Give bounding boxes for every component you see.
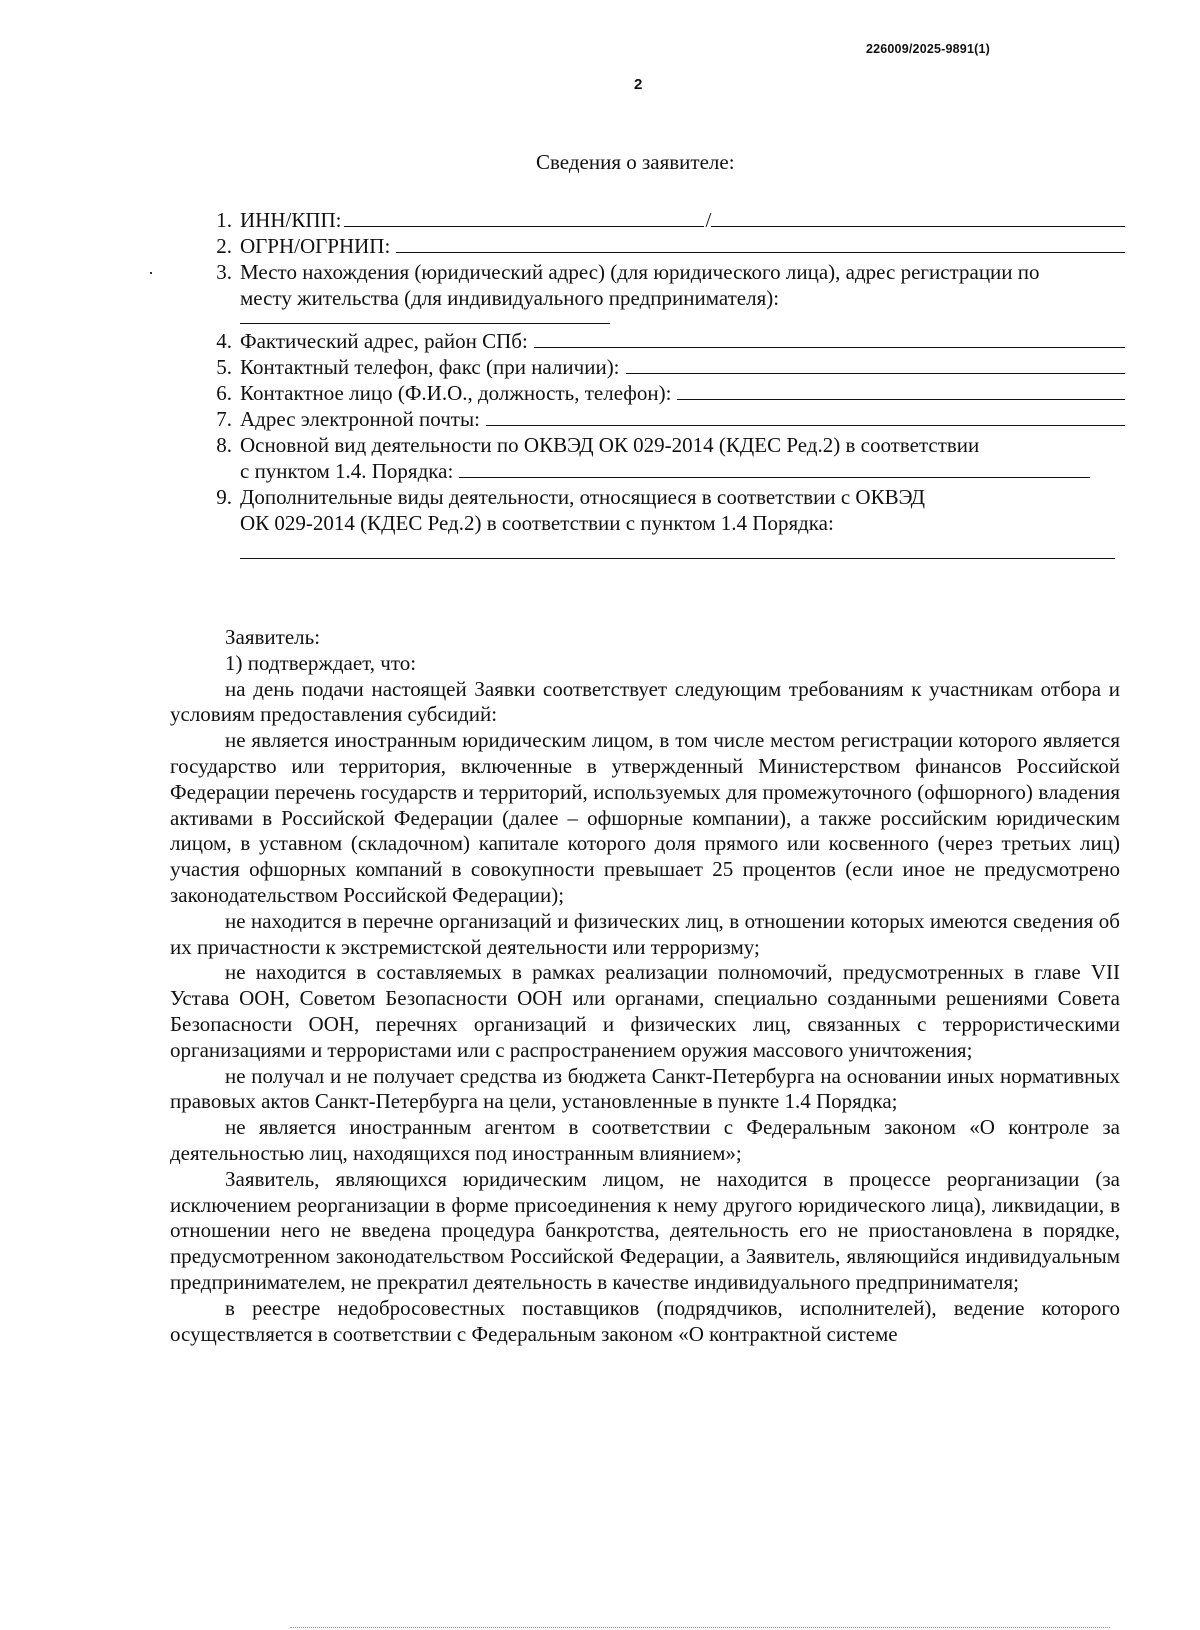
- additional-okved-input-line[interactable]: [240, 536, 1115, 559]
- field-label: Адрес электронной почты:: [240, 407, 480, 431]
- field-number: 7.: [216, 407, 232, 431]
- email-input-line[interactable]: [486, 406, 1125, 426]
- field-email: [200, 406, 1125, 432]
- declaration-paragraph: в реестре недобросовестных поставщиков (подрядчиков, исполнителей), ведение которого осуществляется в соответствии с Федеральным законом «О контрактной системе: [170, 1295, 1120, 1346]
- field-contact-person: [200, 380, 1125, 406]
- field-label-line1: Основной вид деятельности по ОКВЭД ОК 029-2014 (КДЕС Ред.2) в соответствии: [240, 433, 980, 457]
- inn-kpp-separator: /: [705, 208, 712, 232]
- declaration-paragraph: не получал и не получает средства из бюджета Санкт-Петербурга на основании иных нормативных правовых актов Санкт-Петербурга на цели, установленные в пункте 1.4 Порядка;: [170, 1063, 1120, 1114]
- declaration-paragraph: не является иностранным агентом в соответствии с Федеральным законом «О контроле за деятельностью лиц, находящихся под иностранным влиянием»;: [170, 1115, 1120, 1165]
- field-label: Место нахождения (юридический адрес) (для юридического лица), адрес регистрации по месту жительства (для индивидуального предпринимателя):: [240, 260, 1040, 310]
- phone-fax-input-line[interactable]: [626, 354, 1125, 374]
- field-label: Фактический адрес, район СПб:: [240, 329, 528, 353]
- ogrn-input-line[interactable]: [396, 233, 1125, 253]
- kpp-input-line[interactable]: [711, 207, 1125, 227]
- field-number: 9.: [216, 485, 232, 509]
- field-actual-address: [200, 328, 1125, 354]
- field-number: 4.: [216, 329, 232, 353]
- declaration-paragraph: не находится в составляемых в рамках реализации полномочий, предусмотренных в главе VII Устава ООН, Советом Безопасности ООН или органами, специально созданными решениями Совета Безопасности ООН, перечнях организаций и физических лиц, связанных с террористическими организациями и террористами или с распространением оружия массового уничтожения;: [170, 960, 1120, 1062]
- declaration-paragraph: на день подачи настоящей Заявки соответствует следующим требованиям к участникам отбора и условиям предоставления субсидий:: [170, 676, 1120, 727]
- field-number: 8.: [216, 433, 232, 457]
- field-additional-okved: [200, 484, 1125, 559]
- scan-bottom-edge: [290, 1627, 1110, 1628]
- scan-speck: [150, 272, 152, 274]
- document-number: 226009/2025-9891(1): [865, 42, 990, 56]
- field-label: Контактный телефон, факс (при наличии):: [240, 355, 620, 379]
- field-label: Контактное лицо (Ф.И.О., должность, телефон):: [240, 381, 672, 405]
- main-okved-input-line[interactable]: [459, 458, 1090, 478]
- applicant-fields-list: [200, 207, 1125, 559]
- declaration-paragraph: не находится в перечне организаций и физических лиц, в отношении которых имеются сведения об их причастности к экстремистской деятельности или терроризму;: [170, 908, 1120, 959]
- declaration-paragraph: не является иностранным юридическим лицом, в том числе местом регистрации которого является государство или территория, включенные в утвержденный Министерством финансов Российской Федерации перечень государств и территорий, используемых для промежуточного (офшорного) владения активами в Российской Федерации (далее – офшорные компании), а также российским юридическим лицом, в уставном (складочном) капитале которого доля прямого или косвенного (через третьих лиц) участия офшорных компаний в совокупности превышает 25 процентов (если иное не предусмотрено законодательством Российской Федерации);: [170, 728, 1120, 907]
- inn-input-line[interactable]: [344, 207, 704, 227]
- field-label-line2: с пунктом 1.4. Порядка:: [240, 459, 454, 483]
- field-legal-address: [200, 259, 1125, 324]
- field-inn-kpp: [200, 207, 1125, 233]
- applicant-heading: Заявитель:: [225, 625, 321, 649]
- confirms-heading: 1) подтверждает, что:: [225, 650, 417, 675]
- field-ogrn: [200, 233, 1125, 259]
- field-label-line2: ОК 029-2014 (КДЕС Ред.2) в соответствии с пунктом 1.4 Порядка:: [240, 511, 834, 535]
- field-number: 2.: [216, 234, 232, 258]
- actual-address-input-line[interactable]: [534, 328, 1125, 348]
- field-label-line1: Дополнительные виды деятельности, относящиеся в соответствии с ОКВЭД: [240, 485, 926, 509]
- field-label: ОГРН/ОГРНИП:: [240, 234, 391, 258]
- field-number: 1.: [216, 208, 232, 232]
- field-number: 5.: [216, 355, 232, 379]
- declaration-paragraph: Заявитель, являющихся юридическим лицом, не находится в процессе реорганизации (за исключением реорганизации в форме присоединения к нему другого юридического лица), ликвидации, в отношении него не введена процедура банкротства, деятельность его не приостановлена в порядке, предусмотренном законодательством Российской Федерации, а Заявитель, являющийся индивидуальным предпринимателем, не прекратил деятельность в качестве индивидуального предпринимателя;: [170, 1166, 1120, 1294]
- field-number: 6.: [216, 381, 232, 405]
- legal-address-input-line[interactable]: [240, 311, 610, 324]
- page-number: 2: [634, 76, 643, 93]
- contact-person-input-line[interactable]: [677, 380, 1125, 400]
- field-phone-fax: [200, 354, 1125, 380]
- field-label: ИНН/КПП:: [240, 208, 342, 232]
- section-title: Сведения о заявителе:: [536, 150, 735, 174]
- field-main-okved: [200, 432, 1125, 484]
- field-number: 3.: [216, 260, 232, 284]
- applicant-declaration: [170, 625, 1120, 1347]
